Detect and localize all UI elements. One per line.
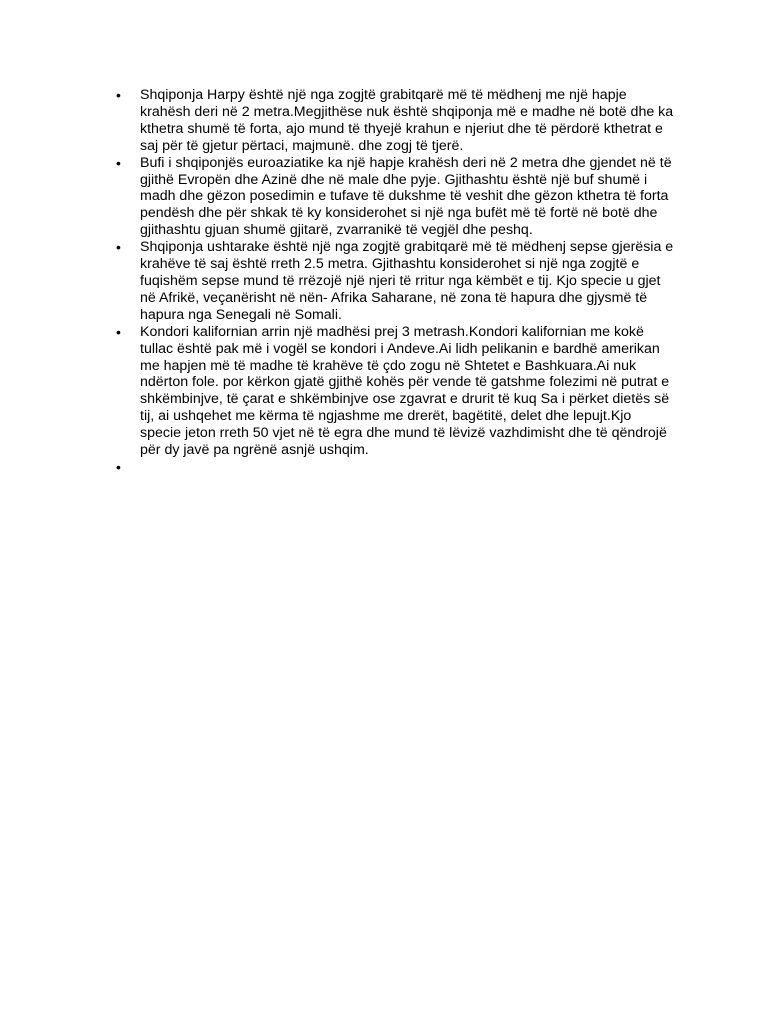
bullet-list xyxy=(140,87,676,476)
list-item: • Bufi i shqiponjës euroaziatike ka një hapje krahësh deri në 2 metra dhe gjendet në të gjithë Evropën dhe Azinë dhe në male dhe pyje. Gjithashtu është një buf shumë i madh dhe gëzon posedimin e tufave të dukshme të veshit dhe gëzon kthetra të forta pendësh dhe për shkak të ky konsiderohet si një nga bufët më të fortë në botë dhe gjithashtu gjuan shumë gjitarë, zvarranikë të vegjël dhe peshq. xyxy=(140,155,676,240)
list-item-empty xyxy=(140,459,676,476)
list-item: • Shqiponja Harpy është një nga zogjtë grabitqarë më të mëdhenj me një hapje krahësh deri në 2 metra.Megjithëse nuk është shqiponja më e madhe në botë dhe ka kthetra shumë të forta, ajo mund të thyejë krahun e njeriut dhe të përdorë kthetrat e saj për të gjetur përtaci, majmunë. dhe zogj të tjerë. xyxy=(140,87,676,155)
list-item: • Shqiponja ushtarake është një nga zogjtë grabitqarë më të mëdhenj sepse gjerësia e krahëve të saj është rreth 2.5 metra. Gjithashtu konsiderohet si një nga zogjtë e fuqishëm sepse mund të rrëzojë një njeri të rritur nga këmbët e tij. Kjo specie u gjet në Afrikë, veçanërisht në nën- Afrika Saharane, në zona të hapura dhe gjysmë të hapura nga Senegali në Somali. xyxy=(140,239,676,324)
list-item: • Kondori kalifornian arrin një madhësi prej 3 metrash.Kondori kalifornian me kokë tullac është pak më i vogël se kondori i Andeve.Ai lidh pelikanin e bardhë amerikan me hapjen më të madhe të krahëve të çdo zogu në Shtetet e Bashkuara.Ai nuk ndërton fole. por kërkon gjatë gjithë kohës për vende të gatshme folezimi në putrat e shkëmbinjve, të çarat e shkëmbinjve ose zgavrat e drurit të kuq Sa i përket dietës së tij, ai ushqehet me kërma të ngjashme me drerët, bagëtitë, delet dhe lepujt.Kjo specie jeton rreth 50 vjet në të egra dhe mund të lëvizë vazhdimisht dhe të qëndrojë për dy javë pa ngrënë asnjë ushqim. xyxy=(140,324,676,459)
